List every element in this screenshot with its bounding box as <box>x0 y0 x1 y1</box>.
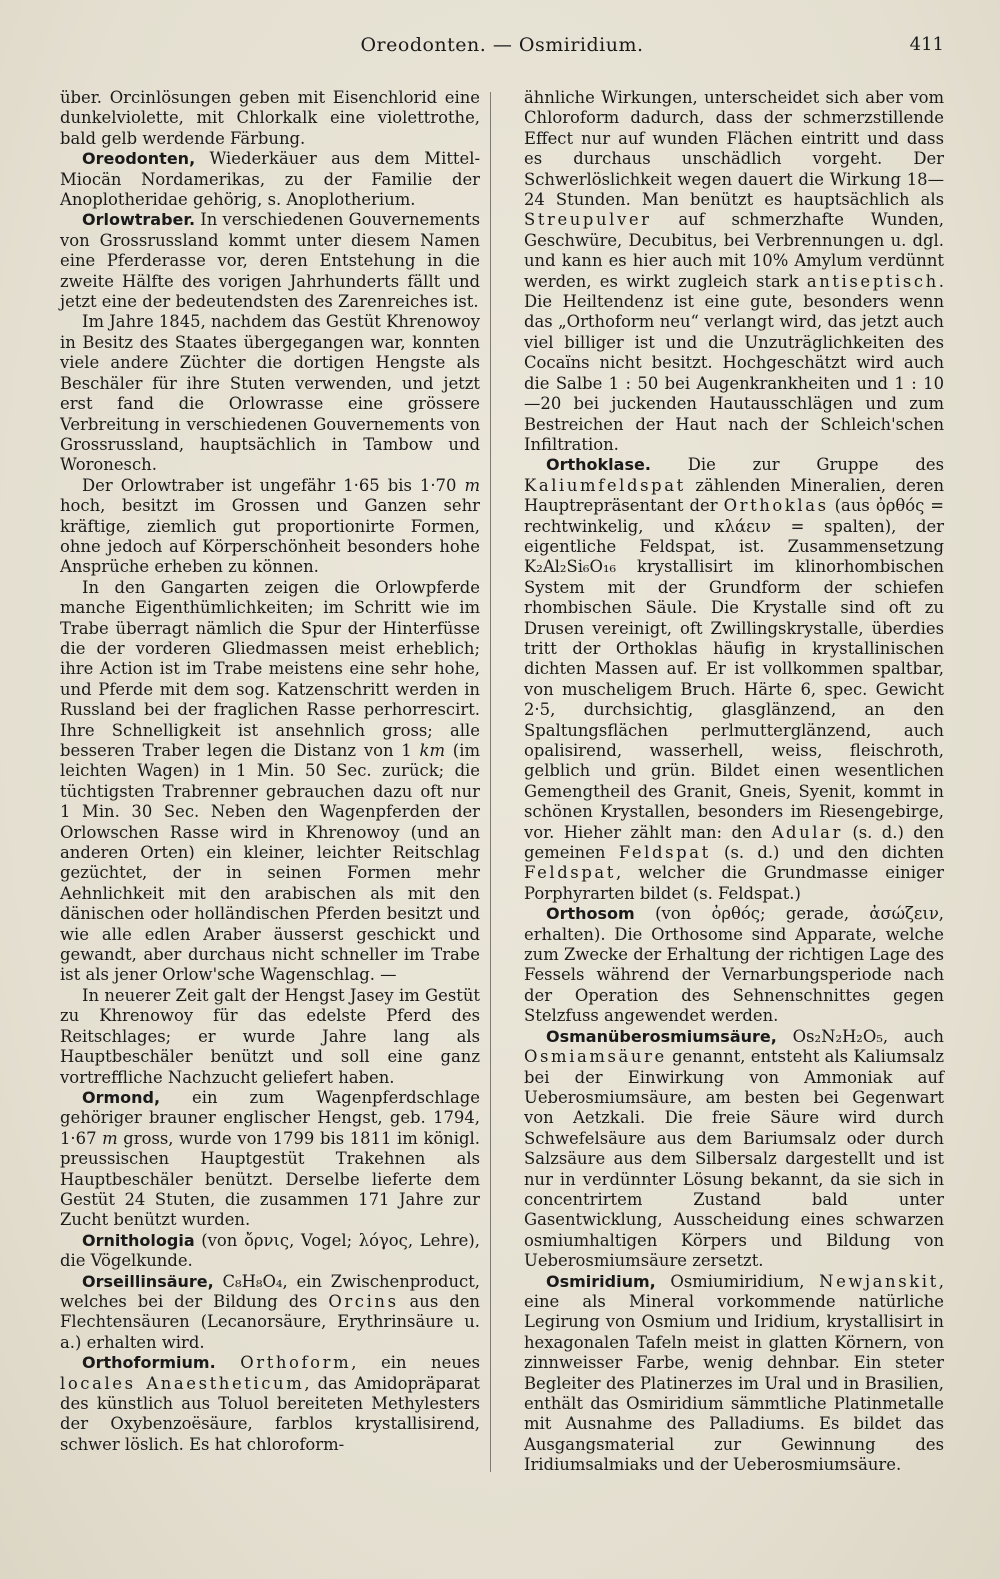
lemma-orthosom: Orthosom <box>546 904 635 924</box>
text-columns <box>60 88 944 1476</box>
running-title: Oreodonten. — Osmiridium. <box>360 34 644 56</box>
page-number: 411 <box>909 34 944 55</box>
text-run: Osmiumiridium, <box>655 1271 820 1291</box>
text-run: gross, wurde von 1799 bis 1811 im königl. preussischen Hauptgestüt Trakehnen als Hauptbeschäler benützt. Derselbe lieferte dem Gestüt 24 Stuten, die zusammen 171 Jahre zur Zucht benützt wurden. <box>60 1128 480 1230</box>
lemma-ormond: Ormond, <box>82 1087 161 1107</box>
entry-text: In verschiedenen Gouvernements von Grossrussland kommt unter diesem Namen eine Pferderasse vor, deren Entstehung in die zweite Hälfte des vorigen Jahrhunderts fällt und jetzt eine der bedeutendsten des Zarenreiches ist. <box>60 210 480 312</box>
lemma-orthoklase: Orthoklase. <box>546 455 651 475</box>
paragraph-gangarten <box>60 578 480 986</box>
text-run: Die zur Gruppe des <box>650 455 944 475</box>
entry-text: (von ὀρθός; gerade, ἀσώζειν, erhalten). Die Orthosome sind Apparate, welche zum Zwecke der Erhaltung der richtigen Lage des Fessels während der Vernarbungsperiode nach der Operation des Sehnenschnittes gegen Stelzfuss angewendet werden. <box>524 904 944 1026</box>
text-run: (aus ὀρθός = rechtwinkelig, und κλάειν = spalten), der eigentliche Feldspat, ist. Zusammensetzung K₂Al₂Si₆O₁₆ krystallisirt im klinorhombischen System mit der Grundform der schiefen rhombischen Säule. Die Krystalle sind oft zu Drusen vereinigt, oft Zwillingskrystalle, überdies tritt der Orthoklas häufig in krystallinischen dichten Massen auf. Er ist vollkommen spaltbar, von muscheligem Bruch. Härte 6, spec. Gewicht 2·5, durchsichtig, glasglänzend, an den Spaltungsflächen perlmutterglänzend, auch opalisirend, wasserhell, weiss, fleischroth, gelblich und grün. Bildet einen wesentlichen Gemengtheil des Granit, Gneis, Syenit, kommt in schönen Krystallen, besonders im Riesengebirge, vor. Hieher zählt man: den <box>524 496 945 842</box>
unit: m <box>102 1128 118 1148</box>
text-run: ähnliche Wirkungen, unterscheidet sich aber vom Chloroform dadurch, dass der schmerzstillende Effect nur auf wunden Flächen eintritt und dass es durchaus unschädlich vorgeht. Der Schwerlöslichkeit wegen dauert die Wirkung 18—24 Stunden. Man benützt es hauptsächlich als <box>524 88 944 210</box>
spaced-term: Osmiamsäure <box>524 1047 667 1067</box>
spaced-term: locales Anaestheticum <box>60 1373 305 1393</box>
entry-orthoklase <box>524 455 944 904</box>
spaced-term: Newjanskit <box>819 1271 939 1291</box>
text-run: Der Orlowtraber ist ungefähr 1·65 bis 1·70 <box>82 475 465 495</box>
spaced-term: Streupulver <box>524 210 652 230</box>
right-column <box>524 88 944 1476</box>
paragraph-1845: Im Jahre 1845, nachdem das Gestüt Khrenowoy in Besitz des Staates übergegangen war, konnten viele andere Züchter die dortigen Hengste als Beschäler für ihre Stuten verwenden, und jetzt erst fand die Orlowrasse eine grössere Verbreitung in verschiedenen Gouvernements von Grossrussland, hauptsächlich in Tambow und Woronesch. <box>60 312 480 475</box>
text-run: ein zum Wagenpferdschlage gehöriger brauner englischer Hengst, geb. 1794, 1·67 <box>60 1087 480 1148</box>
text-run: In den Gangarten zeigen die Orlowpferde manche Eigenthümlichkeiten; im Schritt wie im Trabe überragt nämlich die Spur der Hinterfüsse die der vorderen Gliedmassen meist erheblich; ihre Action ist im Trabe meistens eine sehr hohe, und Pferde mit dem sog. Katzenschritt werden in Russland bei der fraglichen Rasse perhorrescirt. Ihre Schnelligkeit ist ansehnlich gross; alle besseren Traber legen die Distanz von 1 <box>60 577 480 760</box>
text-run: Os₂N₂H₂O₅, auch <box>776 1026 944 1046</box>
spaced-term: Feldspat <box>524 863 616 883</box>
text-run: genannt, entsteht als Kaliumsalz bei der Einwirkung von Ammoniak auf Ueberosmiumsäure, am besten bei Gegenwart von Aetzkali. Die freie Säure wird durch Schwefelsäure aus dem Bariumsalz oder durch Salzsäure aus dem Silbersalz dargestellt und ist nur in verdünnter Lösung bekannt, da sie sich in concentrirtem Zustand bald unter Gasentwicklung, Ausscheidung eines schwarzen osmiumhaltigen Körpers und Bildung von Ueberosmiumsäure zersetzt. <box>524 1047 944 1271</box>
lemma-ornithologia: Ornithologia <box>82 1230 195 1250</box>
entry-orthoformium <box>60 1353 480 1455</box>
spaced-term: antiseptisch <box>806 271 939 291</box>
lemma-orseillinsaeure: Orseillinsäure, <box>82 1271 214 1291</box>
paragraph-size <box>60 476 480 578</box>
lemma-osmanueberosmiumsaeure: Osmanüberosmiumsäure, <box>546 1026 777 1046</box>
entry-text: Wiederkäuer aus dem Mittel-Miocän Nordamerikas, zu der Familie der Anoplotheridae gehörig, s. Anoplotherium. <box>60 149 480 210</box>
text-run: (s. d.) den gemeinen <box>524 822 944 863</box>
text-run: , das Amidopräparat des künstlich aus Toluol bereiteten Methylesters der Oxybenzoësäure, farblos krystallisirend, schwer löslich. Es hat chloroform- <box>60 1373 480 1454</box>
spaced-term: Orthoklas <box>723 496 829 516</box>
column-divider <box>490 92 491 1472</box>
paragraph-continuation: über. Orcinlösungen geben mit Eisenchlorid eine dunkelviolette, mit Chlorkalk eine violettrothe, bald gelb werdende Färbung. <box>60 88 480 148</box>
unit: km <box>419 741 446 760</box>
text-run: (im leichten Wagen) in 1 Min. 50 Sec. zurück; die tüchtigsten Trabrenner gebrauchen dazu oft nur 1 Min. 30 Sec. Neben den Wagenpferden der Orlowschen Rasse wird in Khrenowoy (und an anderen Orten) ein kleiner, leichter Reitschlag gezüchtet, der in seinen Formen mehr Aehnlichkeit mit den arabischen als mit den dänischen oder holländischen Pferden besitzt und wie alle edlen Araber äusserst geschickt und gewandt, aber durchaus nicht schneller im Trabe ist als jener Orlow'sche Wagenschlag. — <box>60 741 480 985</box>
paragraph-continuation <box>524 88 944 455</box>
spaced-term: Feldspat <box>618 843 711 863</box>
running-head <box>60 30 944 66</box>
entry-orthosom <box>524 904 944 1026</box>
spaced-term: Orthoform <box>240 1353 352 1373</box>
text-run: zählenden Mineralien, deren Hauptrepräsentant der <box>524 475 944 516</box>
entry-oreodonten <box>60 149 480 210</box>
spaced-term: Adular <box>771 822 843 842</box>
left-column <box>60 88 480 1476</box>
entry-orseillinsaeure <box>60 1272 480 1354</box>
entry-osmanueberosmiumsaeure <box>524 1027 944 1272</box>
lemma-oreodonten: Oreodonten, <box>82 149 196 169</box>
paragraph-jasey: In neuerer Zeit galt der Hengst Jasey im Gestüt zu Khrenowoy für das edelste Pferd des Reitschlages; er wurde Jahre lang als Hauptbeschäler benützt und soll eine ganz vortreffliche Nachzucht geliefert haben. <box>60 985 480 1087</box>
entry-orlowtraber <box>60 210 480 312</box>
entry-text: (von ὄρνις, Vogel; λόγος, Lehre), die Vögelkunde. <box>60 1230 480 1271</box>
unit: m <box>464 475 480 495</box>
text-run: auf schmerzhafte Wunden, Geschwüre, Decubitus, bei Verbrennungen u. dgl. und kann es hier auch mit 10% Amylum verdünnt werden, es wirkt zugleich stark <box>524 210 944 291</box>
entry-ormond <box>60 1088 480 1231</box>
text-run: , eine als Mineral vorkommende natürliche Legirung von Osmium und Iridium, krystallisirt in hexagonalen Tafeln meist in glatten Körnern, von zinnweisser Farbe, wenig dehnbar. Ein steter Begleiter des Platinerzes im Ural und in Brasilien, enthält das Osmiridium sämmtliche Platinmetalle mit Ausnahme des Palladiums. Es bildet das Ausgangsmaterial zur Gewinnung des Iridiumsalmiaks und der Ueberosmiumsäure. <box>524 1271 944 1475</box>
text-run: (s. d.) und den dichten <box>710 843 944 863</box>
text-run: , ein neues <box>351 1353 480 1373</box>
text-run: . Die Heiltendenz ist eine gute, besonders wenn das „Orthoform neu“ verlangt wird, das jetzt auch viel billiger ist und die Unzuträglichkeiten des Cocaïns nicht besitzt. Hochgeschätzt wird auch die Salbe 1 : 50 bei Augenkrankheiten und 1 : 10—20 bei juckenden Hautausschlägen und zum Bestreichen der Haut nach der Schleich'schen Infiltration. <box>524 271 944 454</box>
entry-osmiridium <box>524 1272 944 1476</box>
text-run: aus den Flechtensäuren (Lecanorsäure, Erythrinsäure u. a.) erhalten wird. <box>60 1291 480 1352</box>
entry-ornithologia <box>60 1231 480 1272</box>
text-run: , welcher die Grundmasse einiger Porphyrarten bildet (s. Feldspat.) <box>524 863 944 903</box>
lemma-orthoformium: Orthoformium. <box>82 1353 216 1373</box>
spaced-term: Orcins <box>328 1291 399 1311</box>
spaced-term: Kaliumfeldspat <box>524 475 686 495</box>
lemma-orlowtraber: Orlowtraber. <box>82 210 196 230</box>
text-run: hoch, besitzt im Grossen und Ganzen sehr kräftige, ziemlich gut proportionirte Formen, ohne jedoch auf Körperschönheit besonders hohe Ansprüche erheben zu können. <box>60 496 480 577</box>
text-run: C₈H₈O₄, ein Zwischenproduct, welches bei der Bildung des <box>60 1271 480 1311</box>
lemma-osmiridium: Osmiridium, <box>546 1271 656 1291</box>
